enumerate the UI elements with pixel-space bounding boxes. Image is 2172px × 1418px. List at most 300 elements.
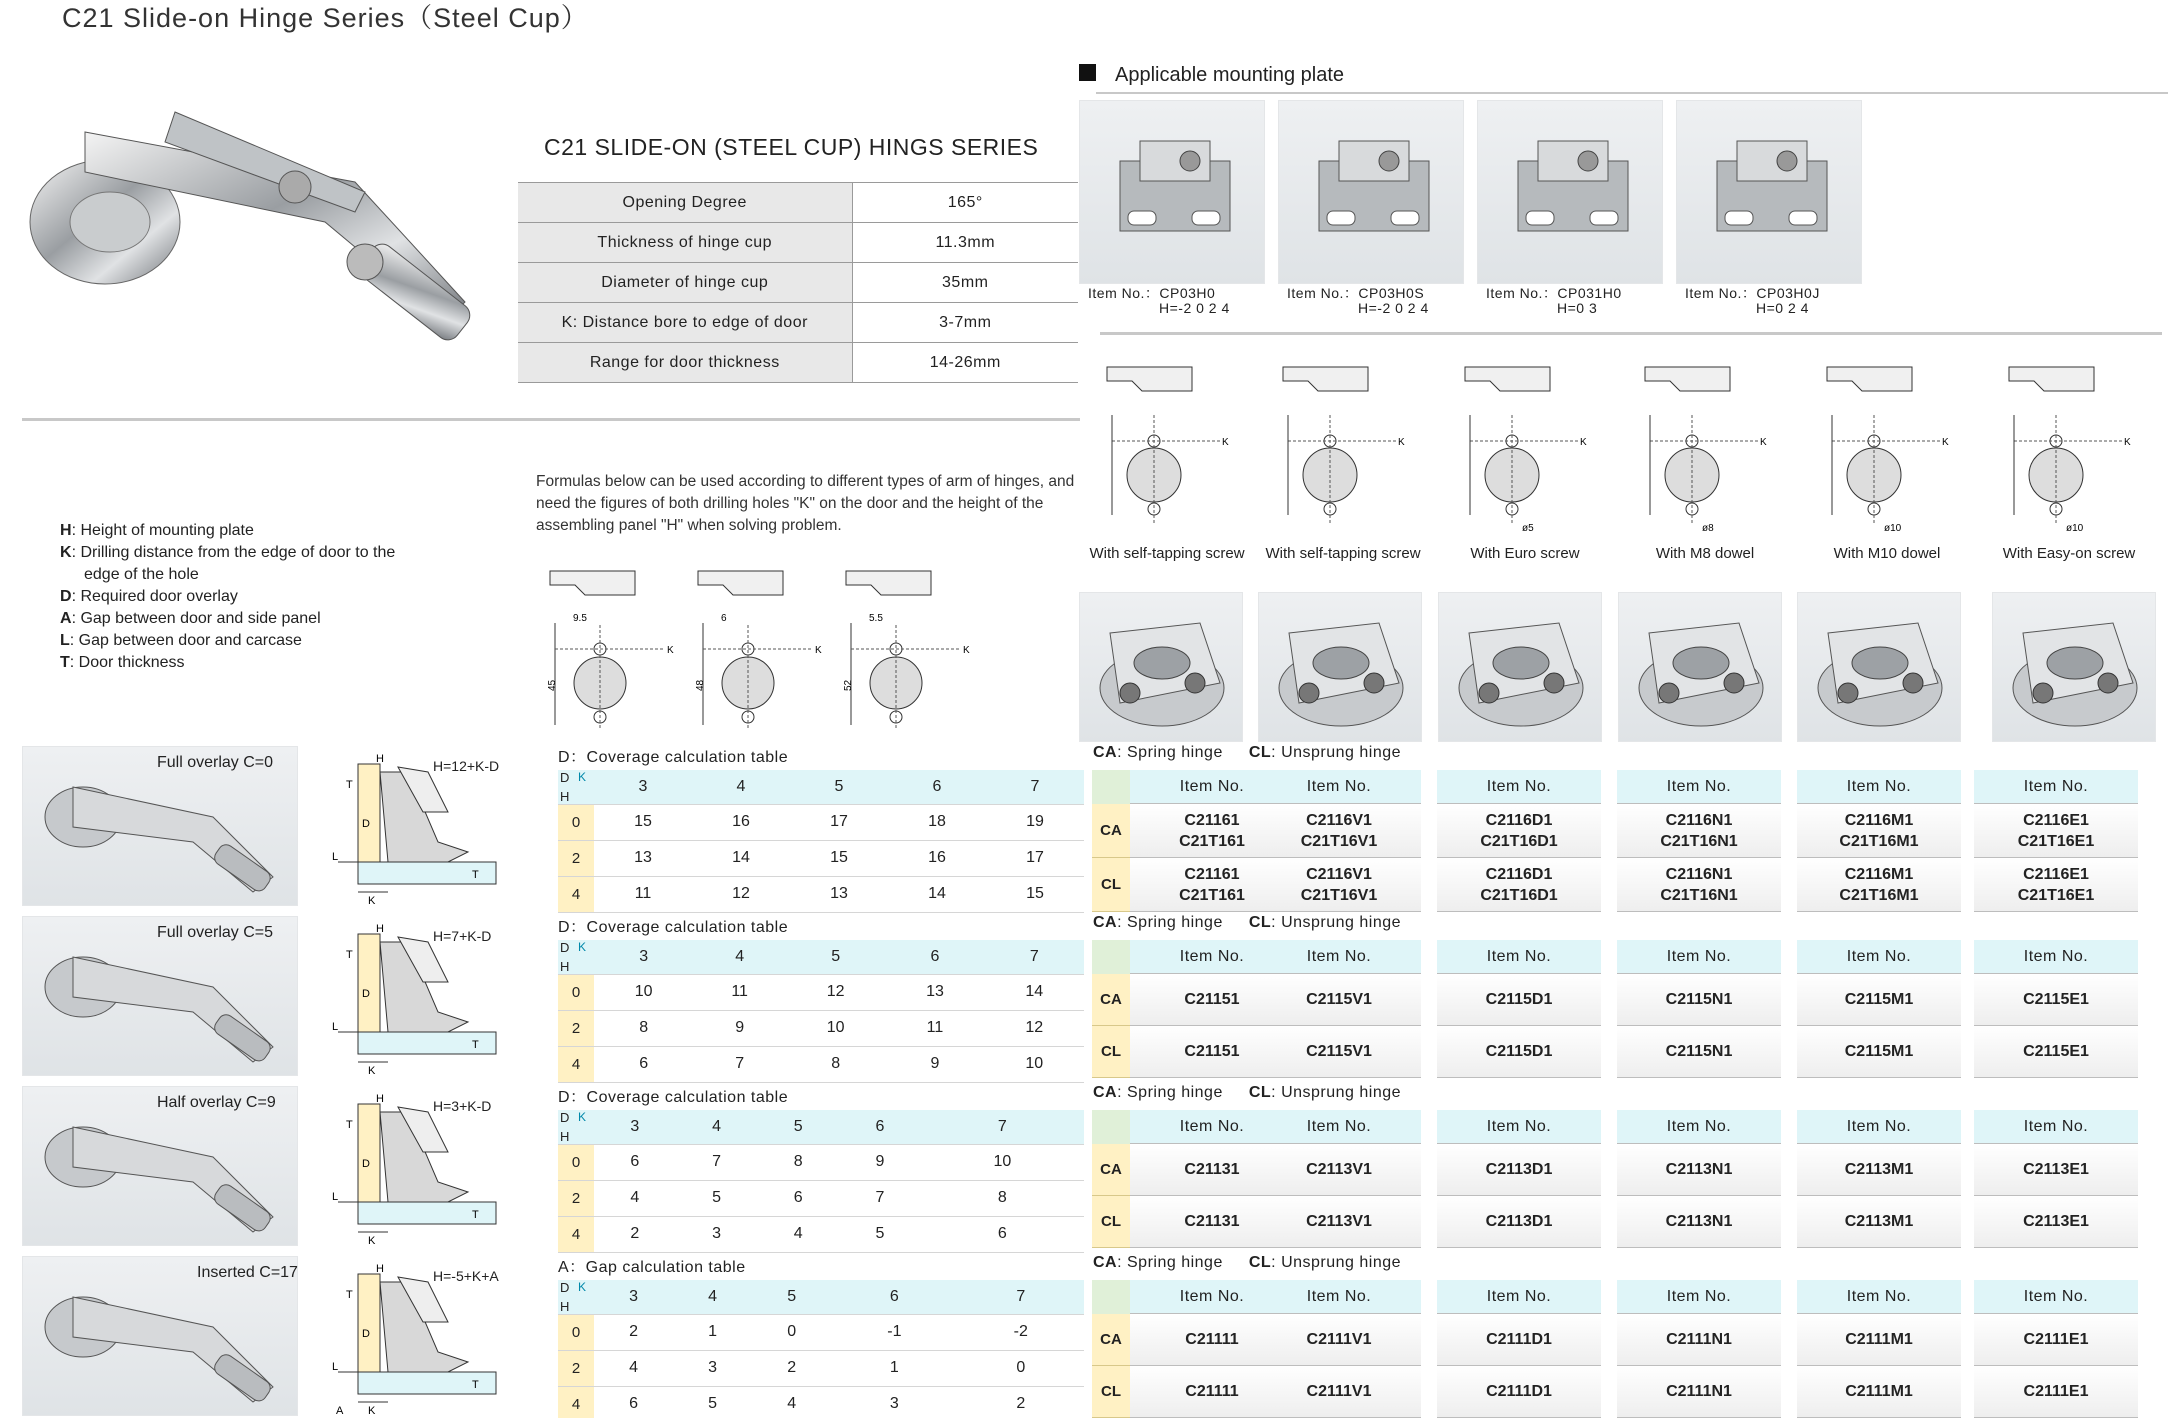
- item-column: [1797, 1110, 1961, 1248]
- t-mark: T: [472, 1209, 479, 1221]
- calc-cell: 4: [594, 1180, 676, 1216]
- d-mark: D: [560, 940, 570, 955]
- legend-item: L: Gap between door and carcase: [60, 632, 302, 649]
- item-code: C2116M1: [1844, 811, 1914, 829]
- item-code: C2115E1: [2023, 991, 2089, 1008]
- hinge-photo: [25, 72, 505, 372]
- item-code: C2111M1: [1845, 1383, 1913, 1400]
- ca-text: : Spring hinge: [1117, 744, 1223, 761]
- ca-item-cell: [1437, 1314, 1601, 1366]
- calc-row: [558, 840, 1084, 876]
- h-value: 0: [558, 1144, 594, 1180]
- calc-cell: 0: [958, 1350, 1084, 1386]
- item-code: C21T161: [1179, 832, 1245, 850]
- calc-cell: 5: [673, 1386, 752, 1418]
- drill-dim-side: 45: [547, 679, 558, 691]
- height-formula: H=3+K-D: [433, 1098, 492, 1114]
- spec-row: [518, 263, 1078, 303]
- cl-mark: CL: [1248, 1084, 1272, 1101]
- cup-photo: [1258, 592, 1422, 742]
- plate-photo: [1676, 100, 1862, 284]
- cl-item-cell: [1437, 1196, 1601, 1248]
- calc-cell: -2: [958, 1314, 1084, 1350]
- item-column: [1617, 940, 1781, 1078]
- item-code: C2116E1: [2023, 811, 2089, 829]
- page-title: C21 Slide-on Hinge Series（Steel Cup）: [62, 3, 589, 33]
- cl-item-cell: [1437, 1366, 1601, 1418]
- ca-text: : Spring hinge: [1117, 914, 1223, 931]
- calc-cell: 11: [693, 974, 786, 1010]
- calc-cell: 13: [790, 876, 888, 912]
- cup-dowel-diameter: ø5: [1522, 523, 1534, 534]
- item-code: C21161: [1184, 811, 1240, 829]
- cl-row-label: CL: [1092, 1026, 1130, 1078]
- l-mark: L: [332, 1191, 339, 1203]
- item-column: [1437, 1110, 1601, 1248]
- cup-dowel-diameter: ø10: [2066, 523, 2084, 534]
- k-value: 6: [839, 1110, 921, 1144]
- cup-photo: [1797, 592, 1961, 742]
- calc-row: [558, 1386, 1084, 1418]
- cl-item-cell: [1974, 1026, 2138, 1078]
- calc-table-title: D：Coverage calculation table: [558, 749, 789, 766]
- item-column: [1974, 770, 2138, 912]
- item-no-header: Item No.: [1974, 1280, 2138, 1314]
- cl-item-cell: [1617, 858, 1781, 912]
- item-column: [1974, 1280, 2138, 1418]
- calc-cell: 3: [676, 1216, 758, 1252]
- dk-corner: [558, 1280, 594, 1314]
- ca-text: : Spring hinge: [1117, 1254, 1223, 1271]
- l-mark: L: [332, 1361, 339, 1373]
- item-code: C21T16N1: [1660, 886, 1738, 904]
- calc-row: [558, 1350, 1084, 1386]
- calc-row: [558, 974, 1084, 1010]
- calc-cell: 19: [986, 804, 1084, 840]
- l-mark: L: [332, 851, 339, 863]
- calc-cell: 10: [985, 1046, 1084, 1082]
- ca-cl-column: [1092, 770, 1130, 912]
- k-value: 6: [831, 1280, 957, 1314]
- drill-dim-top: 5.5: [869, 613, 883, 624]
- h-value: 0: [558, 974, 594, 1010]
- ca-text: : Spring hinge: [1117, 1084, 1223, 1101]
- plate-height: H=-2 0 2 4: [1159, 300, 1230, 316]
- ca-item-cell: [1617, 804, 1781, 858]
- item-code: C21131: [1184, 1161, 1240, 1178]
- item-code: C2113E1: [2023, 1213, 2089, 1230]
- calc-cell: 8: [594, 1010, 693, 1046]
- item-code: C2113V1: [1306, 1213, 1372, 1230]
- calc-cell: 17: [986, 840, 1084, 876]
- cup-photo: [1618, 592, 1782, 742]
- ca-item-cell: [1797, 1314, 1961, 1366]
- cl-row-label: CL: [1092, 1366, 1130, 1418]
- item-column: [1437, 940, 1601, 1078]
- d-mark: D: [560, 1110, 570, 1125]
- item-code: C21131: [1184, 1213, 1240, 1230]
- item-code: C2115V1: [1306, 991, 1372, 1008]
- item-code: C21151: [1184, 1043, 1240, 1060]
- k-mark: K: [368, 895, 376, 907]
- cup-dowel-diameter: ø10: [1884, 523, 1902, 534]
- height-formula: H=-5+K+A: [433, 1268, 499, 1284]
- k-value: 7: [921, 1110, 1084, 1144]
- k-value: 5: [786, 940, 885, 974]
- cl-mark: CL: [1248, 914, 1272, 931]
- ca-cl-column: [1092, 1280, 1130, 1418]
- ca-item-cell: [1797, 804, 1961, 858]
- item-code: C2111V1: [1306, 1383, 1372, 1400]
- calc-cell: 11: [885, 1010, 984, 1046]
- d-mark: D: [560, 770, 570, 785]
- item-code: C2115D1: [1485, 1043, 1553, 1060]
- plate-item-no: Item No.：CP03H0S: [1287, 285, 1425, 301]
- calc-cell: 4: [752, 1386, 831, 1418]
- ca-mark: CA: [1093, 1084, 1118, 1101]
- k-mark: K: [1760, 437, 1767, 448]
- plate-photo: [1278, 100, 1464, 284]
- item-code: C2115M1: [1844, 991, 1914, 1008]
- h-value: 4: [558, 1386, 594, 1418]
- drill-dim-side: 48: [695, 679, 706, 691]
- item-no-header: Item No.: [1797, 940, 1961, 974]
- ca-cl-legend: [1093, 744, 1401, 762]
- k-value: 3: [594, 770, 692, 804]
- mounting-heading: Applicable mounting plate: [1115, 64, 1345, 86]
- k-mark: K: [578, 1110, 587, 1124]
- ca-cl-legend: [1093, 914, 1401, 932]
- calc-cell: 8: [786, 1046, 885, 1082]
- calc-cell: 14: [985, 974, 1084, 1010]
- ca-item-cell: [1437, 804, 1601, 858]
- item-column: [1974, 1110, 2138, 1248]
- item-code: C21T16N1: [1660, 832, 1738, 850]
- calc-table: [558, 1110, 1084, 1253]
- item-no-header: Item No.: [1797, 1110, 1961, 1144]
- cup-photo: [1438, 592, 1602, 742]
- plate-height: H=0 2 4: [1756, 300, 1809, 316]
- h-mark: H: [560, 1298, 570, 1314]
- item-no-header: Item No.: [1797, 770, 1961, 804]
- ca-item-cell: [1257, 974, 1421, 1026]
- cl-item-cell: [1797, 1196, 1961, 1248]
- overlay-schematic: [328, 752, 498, 912]
- cl-row-label: CL: [1092, 1196, 1130, 1248]
- item-code: C2115M1: [1844, 1043, 1914, 1060]
- ca-item-cell: [1617, 1144, 1781, 1196]
- k-value: 6: [888, 770, 986, 804]
- k-mark: K: [368, 1405, 376, 1417]
- overlay-schematic: [328, 922, 498, 1082]
- calc-cell: 16: [692, 804, 790, 840]
- item-code: C2115E1: [2023, 1043, 2089, 1060]
- item-no-header: Item No.: [1257, 940, 1421, 974]
- cl-text: : Unsprung hinge: [1271, 1254, 1402, 1271]
- calc-row: [558, 1314, 1084, 1350]
- cl-item-cell: [1257, 1366, 1421, 1418]
- ca-item-cell: [1797, 974, 1961, 1026]
- cup-caption: With Easy-on screw: [2002, 545, 2136, 562]
- ca-item-cell: [1797, 1144, 1961, 1196]
- item-no-header: Item No.: [1257, 770, 1421, 804]
- item-no-header: Item No.: [1130, 1110, 1294, 1144]
- cup-diagram: [1994, 345, 2144, 535]
- cl-item-cell: [1257, 1026, 1421, 1078]
- cup-caption: With M8 dowel: [1655, 545, 1755, 562]
- plate-photo: [1477, 100, 1663, 284]
- cl-text: : Unsprung hinge: [1271, 744, 1402, 761]
- item-column: [1437, 770, 1601, 912]
- k-mark: K: [578, 940, 587, 954]
- divider: [1096, 92, 2168, 94]
- calc-cell: 0: [752, 1314, 831, 1350]
- k-mark: K: [1222, 437, 1229, 448]
- item-code: C2111V1: [1306, 1331, 1372, 1348]
- cl-mark: CL: [1248, 744, 1272, 761]
- legend: [60, 520, 480, 674]
- divider: [22, 418, 1080, 421]
- item-no-header: Item No.: [1130, 940, 1294, 974]
- h-mark: H: [376, 1263, 384, 1275]
- k-mark: K: [368, 1235, 376, 1247]
- item-code: C21T16M1: [1839, 832, 1919, 850]
- calc-table-title: A：Gap calculation table: [558, 1259, 746, 1276]
- calc-cell: 14: [692, 840, 790, 876]
- calc-header-row: [558, 770, 1084, 804]
- cl-item-cell: [1437, 1026, 1601, 1078]
- ca-row-label: CA: [1092, 974, 1130, 1026]
- item-code: C21161: [1184, 865, 1240, 883]
- d-mark: D: [560, 1280, 570, 1295]
- overlay-label: Full overlay C=0: [157, 754, 274, 771]
- overlay-label: Half overlay C=9: [157, 1094, 276, 1111]
- calc-cell: 2: [958, 1386, 1084, 1418]
- calc-cell: 6: [594, 1144, 676, 1180]
- spec-label: Range for door thickness: [518, 343, 852, 383]
- item-code: C21T16D1: [1480, 886, 1558, 904]
- t-mark: T: [346, 1289, 353, 1301]
- legend-item: H: Height of mounting plate: [60, 522, 254, 539]
- cup-caption: With Euro screw: [1470, 545, 1580, 562]
- cup-diagram: [1450, 345, 1600, 535]
- a-mark: A: [336, 1405, 344, 1417]
- ca-item-cell: [1437, 1144, 1601, 1196]
- item-no-header: Item No.: [1974, 940, 2138, 974]
- ca-item-cell: [1974, 804, 2138, 858]
- cl-item-cell: [1797, 1366, 1961, 1418]
- ca-cl-legend: [1093, 1084, 1401, 1102]
- spec-value: 11.3mm: [852, 223, 1078, 263]
- calc-cell: 18: [888, 804, 986, 840]
- ca-item-cell: [1974, 974, 2138, 1026]
- item-code: C2113M1: [1844, 1213, 1914, 1230]
- h-mark: H: [376, 923, 384, 935]
- cup-diagram: [1268, 345, 1418, 535]
- item-code: C2113N1: [1665, 1213, 1733, 1230]
- cup-photo: [1079, 592, 1243, 742]
- item-code: C2111E1: [2023, 1331, 2089, 1348]
- item-code: C2116V1: [1306, 811, 1372, 829]
- item-column: [1257, 1110, 1421, 1248]
- ca-cl-column: [1092, 1110, 1130, 1248]
- item-code: C2115V1: [1306, 1043, 1372, 1060]
- item-code: C2116D1: [1485, 811, 1553, 829]
- l-mark: L: [332, 1021, 339, 1033]
- calc-cell: 4: [594, 1350, 673, 1386]
- legend-item: A: Gap between door and side panel: [60, 610, 321, 627]
- drill-diagram: [545, 565, 685, 735]
- cup-caption: With self-tapping screw: [1089, 545, 1245, 562]
- calc-cell: 15: [986, 876, 1084, 912]
- item-code: C21T16V1: [1300, 832, 1378, 850]
- drill-diagram: [693, 565, 833, 735]
- spec-label: K: Distance bore to edge of door: [518, 303, 852, 343]
- item-no-header: Item No.: [1437, 940, 1601, 974]
- d-mark: D: [362, 1158, 370, 1170]
- calc-cell: 5: [839, 1216, 921, 1252]
- k-mark: K: [1398, 437, 1405, 448]
- calc-cell: 7: [693, 1046, 786, 1082]
- item-code: C2113M1: [1844, 1161, 1914, 1178]
- k-mark: K: [963, 645, 970, 656]
- k-mark: K: [1942, 437, 1949, 448]
- item-code: C21T16E1: [2017, 886, 2095, 904]
- calc-table: [558, 770, 1084, 913]
- cl-item-cell: [1974, 1196, 2138, 1248]
- calc-cell: 15: [594, 804, 692, 840]
- item-no-header: Item No.: [1130, 1280, 1294, 1314]
- legend-item: T: Door thickness: [60, 654, 185, 671]
- ca-row-label: CA: [1092, 804, 1130, 858]
- overlay-label: Inserted C=17: [197, 1264, 298, 1281]
- item-column: [1257, 770, 1421, 912]
- calc-row: [558, 1046, 1084, 1082]
- item-code: C21111: [1185, 1383, 1239, 1400]
- ca-row-label: CA: [1092, 1314, 1130, 1366]
- item-no-header: Item No.: [1974, 770, 2138, 804]
- t-mark: T: [472, 1379, 479, 1391]
- drill-dim-side: 52: [843, 679, 854, 691]
- calc-cell: 9: [885, 1046, 984, 1082]
- calc-cell: 7: [676, 1144, 758, 1180]
- calc-row: [558, 876, 1084, 912]
- spec-label: Opening Degree: [518, 183, 852, 223]
- overlay-label: Full overlay C=5: [157, 924, 274, 941]
- cl-item-cell: [1617, 1366, 1781, 1418]
- calc-row: [558, 1180, 1084, 1216]
- item-column: [1797, 770, 1961, 912]
- h-value: 2: [558, 1010, 594, 1046]
- t-mark: T: [346, 1119, 353, 1131]
- ca-cl-column: [1092, 940, 1130, 1078]
- k-value: 3: [594, 1110, 676, 1144]
- calc-cell: 15: [790, 840, 888, 876]
- calc-cell: 13: [594, 840, 692, 876]
- cup-diagram: [1812, 345, 1962, 535]
- plate-item-no: Item No.：CP031H0: [1486, 285, 1622, 301]
- item-column: [1257, 940, 1421, 1078]
- calc-cell: 10: [786, 1010, 885, 1046]
- calc-cell: 1: [673, 1314, 752, 1350]
- calc-cell: 2: [752, 1350, 831, 1386]
- cup-caption: With M10 dowel: [1833, 545, 1941, 562]
- legend-item: edge of the hole: [84, 566, 199, 583]
- k-value: 5: [752, 1280, 831, 1314]
- cup-diagram: [1092, 345, 1242, 535]
- h-mark: H: [560, 958, 570, 974]
- item-code: C2113D1: [1485, 1213, 1553, 1230]
- item-code: C21T16D1: [1480, 832, 1558, 850]
- legend-item: D: Required door overlay: [60, 588, 238, 605]
- calc-table: [558, 940, 1084, 1083]
- k-value: 7: [986, 770, 1084, 804]
- ca-item-cell: [1437, 974, 1601, 1026]
- k-value: 4: [692, 770, 790, 804]
- calc-cell: 3: [673, 1350, 752, 1386]
- cl-text: : Unsprung hinge: [1271, 1084, 1402, 1101]
- item-code: C2116V1: [1306, 865, 1372, 883]
- calc-cell: 8: [757, 1144, 839, 1180]
- cl-item-cell: [1437, 858, 1601, 912]
- item-no-header: Item No.: [1257, 1110, 1421, 1144]
- item-no-header: Item No.: [1130, 770, 1294, 804]
- calc-cell: 10: [594, 974, 693, 1010]
- drill-dim-top: 9.5: [573, 613, 587, 624]
- spec-table: [518, 182, 1078, 383]
- ca-item-cell: [1617, 974, 1781, 1026]
- t-mark: T: [472, 869, 479, 881]
- cl-row-label: CL: [1092, 858, 1130, 912]
- calc-row: [558, 804, 1084, 840]
- item-column: [1974, 940, 2138, 1078]
- item-code: C21T16V1: [1300, 886, 1378, 904]
- cl-item-cell: [1617, 1196, 1781, 1248]
- h-value: 2: [558, 840, 594, 876]
- height-formula: H=12+K-D: [433, 758, 500, 774]
- ca-item-cell: [1974, 1314, 2138, 1366]
- cl-item-cell: [1257, 858, 1421, 912]
- t-mark: T: [346, 949, 353, 961]
- k-mark: K: [2124, 437, 2131, 448]
- calc-cell: 3: [831, 1386, 957, 1418]
- k-value: 3: [594, 940, 693, 974]
- series-title: C21 SLIDE-ON (STEEL CUP) HINGS SERIES: [544, 134, 1039, 160]
- calc-cell: 6: [921, 1216, 1084, 1252]
- formula-note: Formulas below can be used according to different types of arm of hinges, and need the figures of both drilling holes "K" on the door and the height of the assembling panel "H" when solving problem.: [536, 473, 1075, 534]
- spec-label: Diameter of hinge cup: [518, 263, 852, 303]
- item-no-header: Item No.: [1617, 1280, 1781, 1314]
- cl-item-cell: [1974, 858, 2138, 912]
- k-value: 5: [757, 1110, 839, 1144]
- k-value: 4: [693, 940, 786, 974]
- item-no-header: Item No.: [1617, 940, 1781, 974]
- item-code: C2111M1: [1845, 1331, 1913, 1348]
- ca-item-cell: [1257, 1144, 1421, 1196]
- calc-cell: 12: [985, 1010, 1084, 1046]
- calc-cell: 12: [692, 876, 790, 912]
- cl-item-cell: [1257, 1196, 1421, 1248]
- item-code: C2116E1: [2023, 865, 2089, 883]
- k-mark: K: [578, 1280, 587, 1294]
- k-mark: K: [667, 645, 674, 656]
- spec-row: [518, 303, 1078, 343]
- item-column: [1437, 1280, 1601, 1418]
- plate-item-no: Item No.：CP03H0J: [1685, 285, 1820, 301]
- item-code: C2116D1: [1485, 865, 1553, 883]
- calc-cell: 5: [676, 1180, 758, 1216]
- d-mark: D: [362, 1328, 370, 1340]
